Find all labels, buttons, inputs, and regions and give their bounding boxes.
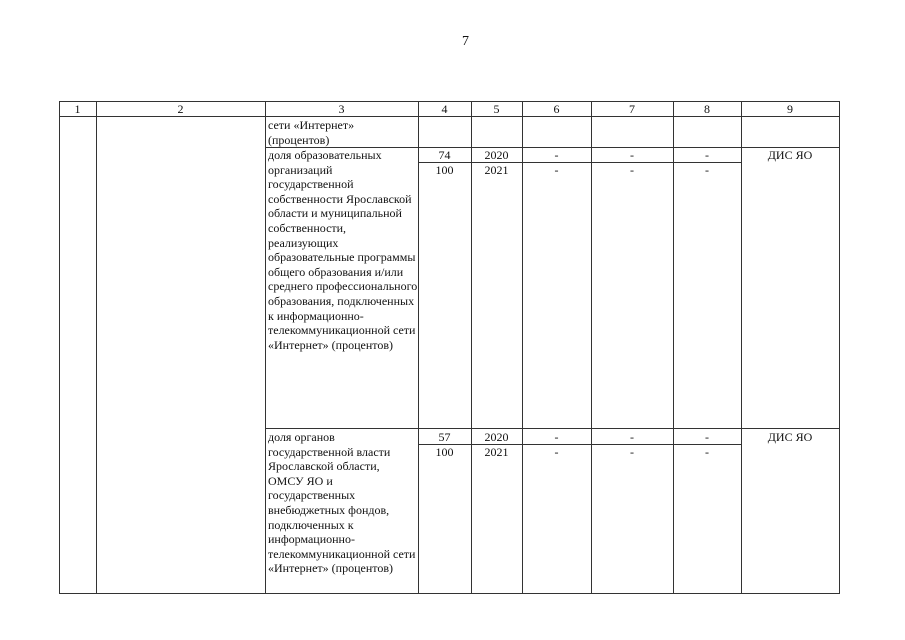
indicator-description: доля органов государственной власти Ярославской области, ОМСУ ЯО и государственных внебюджетных фондов, подключенных к информационно-телекоммуникационной сети «Интернет» (процентов) <box>268 430 416 576</box>
row-separator <box>265 428 840 429</box>
column-header: 7 <box>629 102 635 116</box>
responsible-body: ДИС ЯО <box>767 430 813 444</box>
responsible-body: ДИС ЯО <box>767 148 813 162</box>
page-number: 7 <box>462 34 469 49</box>
indicator-cell: - <box>630 445 634 459</box>
indicator-cell: - <box>705 445 709 459</box>
column-border <box>59 101 60 594</box>
column-border <box>741 101 742 594</box>
indicator-year: 2021 <box>484 445 509 459</box>
indicator-year: 2021 <box>484 163 509 177</box>
indicator-cell: - <box>554 445 559 459</box>
column-border <box>96 101 97 594</box>
column-header: 6 <box>553 102 560 116</box>
indicator-cell: - <box>705 430 709 444</box>
column-border <box>265 101 266 594</box>
column-header: 2 <box>177 102 184 116</box>
indicator-description: сети «Интернет» (процентов) <box>268 118 355 147</box>
indicator-cell: - <box>630 430 634 444</box>
column-header: 4 <box>441 102 448 116</box>
indicator-value: 100 <box>435 445 454 459</box>
indicator-cell: - <box>554 430 559 444</box>
indicator-cell: - <box>630 163 634 177</box>
indicator-description: доля образовательных организаций государственной собственности Ярославской области и муниципальной собственности, реализующих образовательные программы общего образования и/или среднего профессионального образования, подключенных к информационно-телекоммуникационной сети «Интернет» (процентов) <box>268 148 418 352</box>
indicator-year: 2020 <box>484 430 509 444</box>
column-border <box>839 101 840 594</box>
column-header: 3 <box>338 102 345 116</box>
column-header: 9 <box>787 102 793 116</box>
indicator-cell: - <box>630 148 634 162</box>
header-separator <box>59 116 840 117</box>
indicator-cell: - <box>554 148 559 162</box>
indicator-cell: - <box>705 163 709 177</box>
indicator-cell: - <box>554 163 559 177</box>
column-header: 1 <box>74 102 81 116</box>
indicator-year: 2020 <box>484 148 509 162</box>
indicator-value: 57 <box>438 430 451 444</box>
indicator-value: 74 <box>438 148 451 162</box>
table-border-bottom <box>59 593 840 594</box>
indicator-value: 100 <box>435 163 454 177</box>
indicator-cell: - <box>705 148 709 162</box>
column-header: 5 <box>493 102 500 116</box>
column-header: 8 <box>704 102 710 116</box>
